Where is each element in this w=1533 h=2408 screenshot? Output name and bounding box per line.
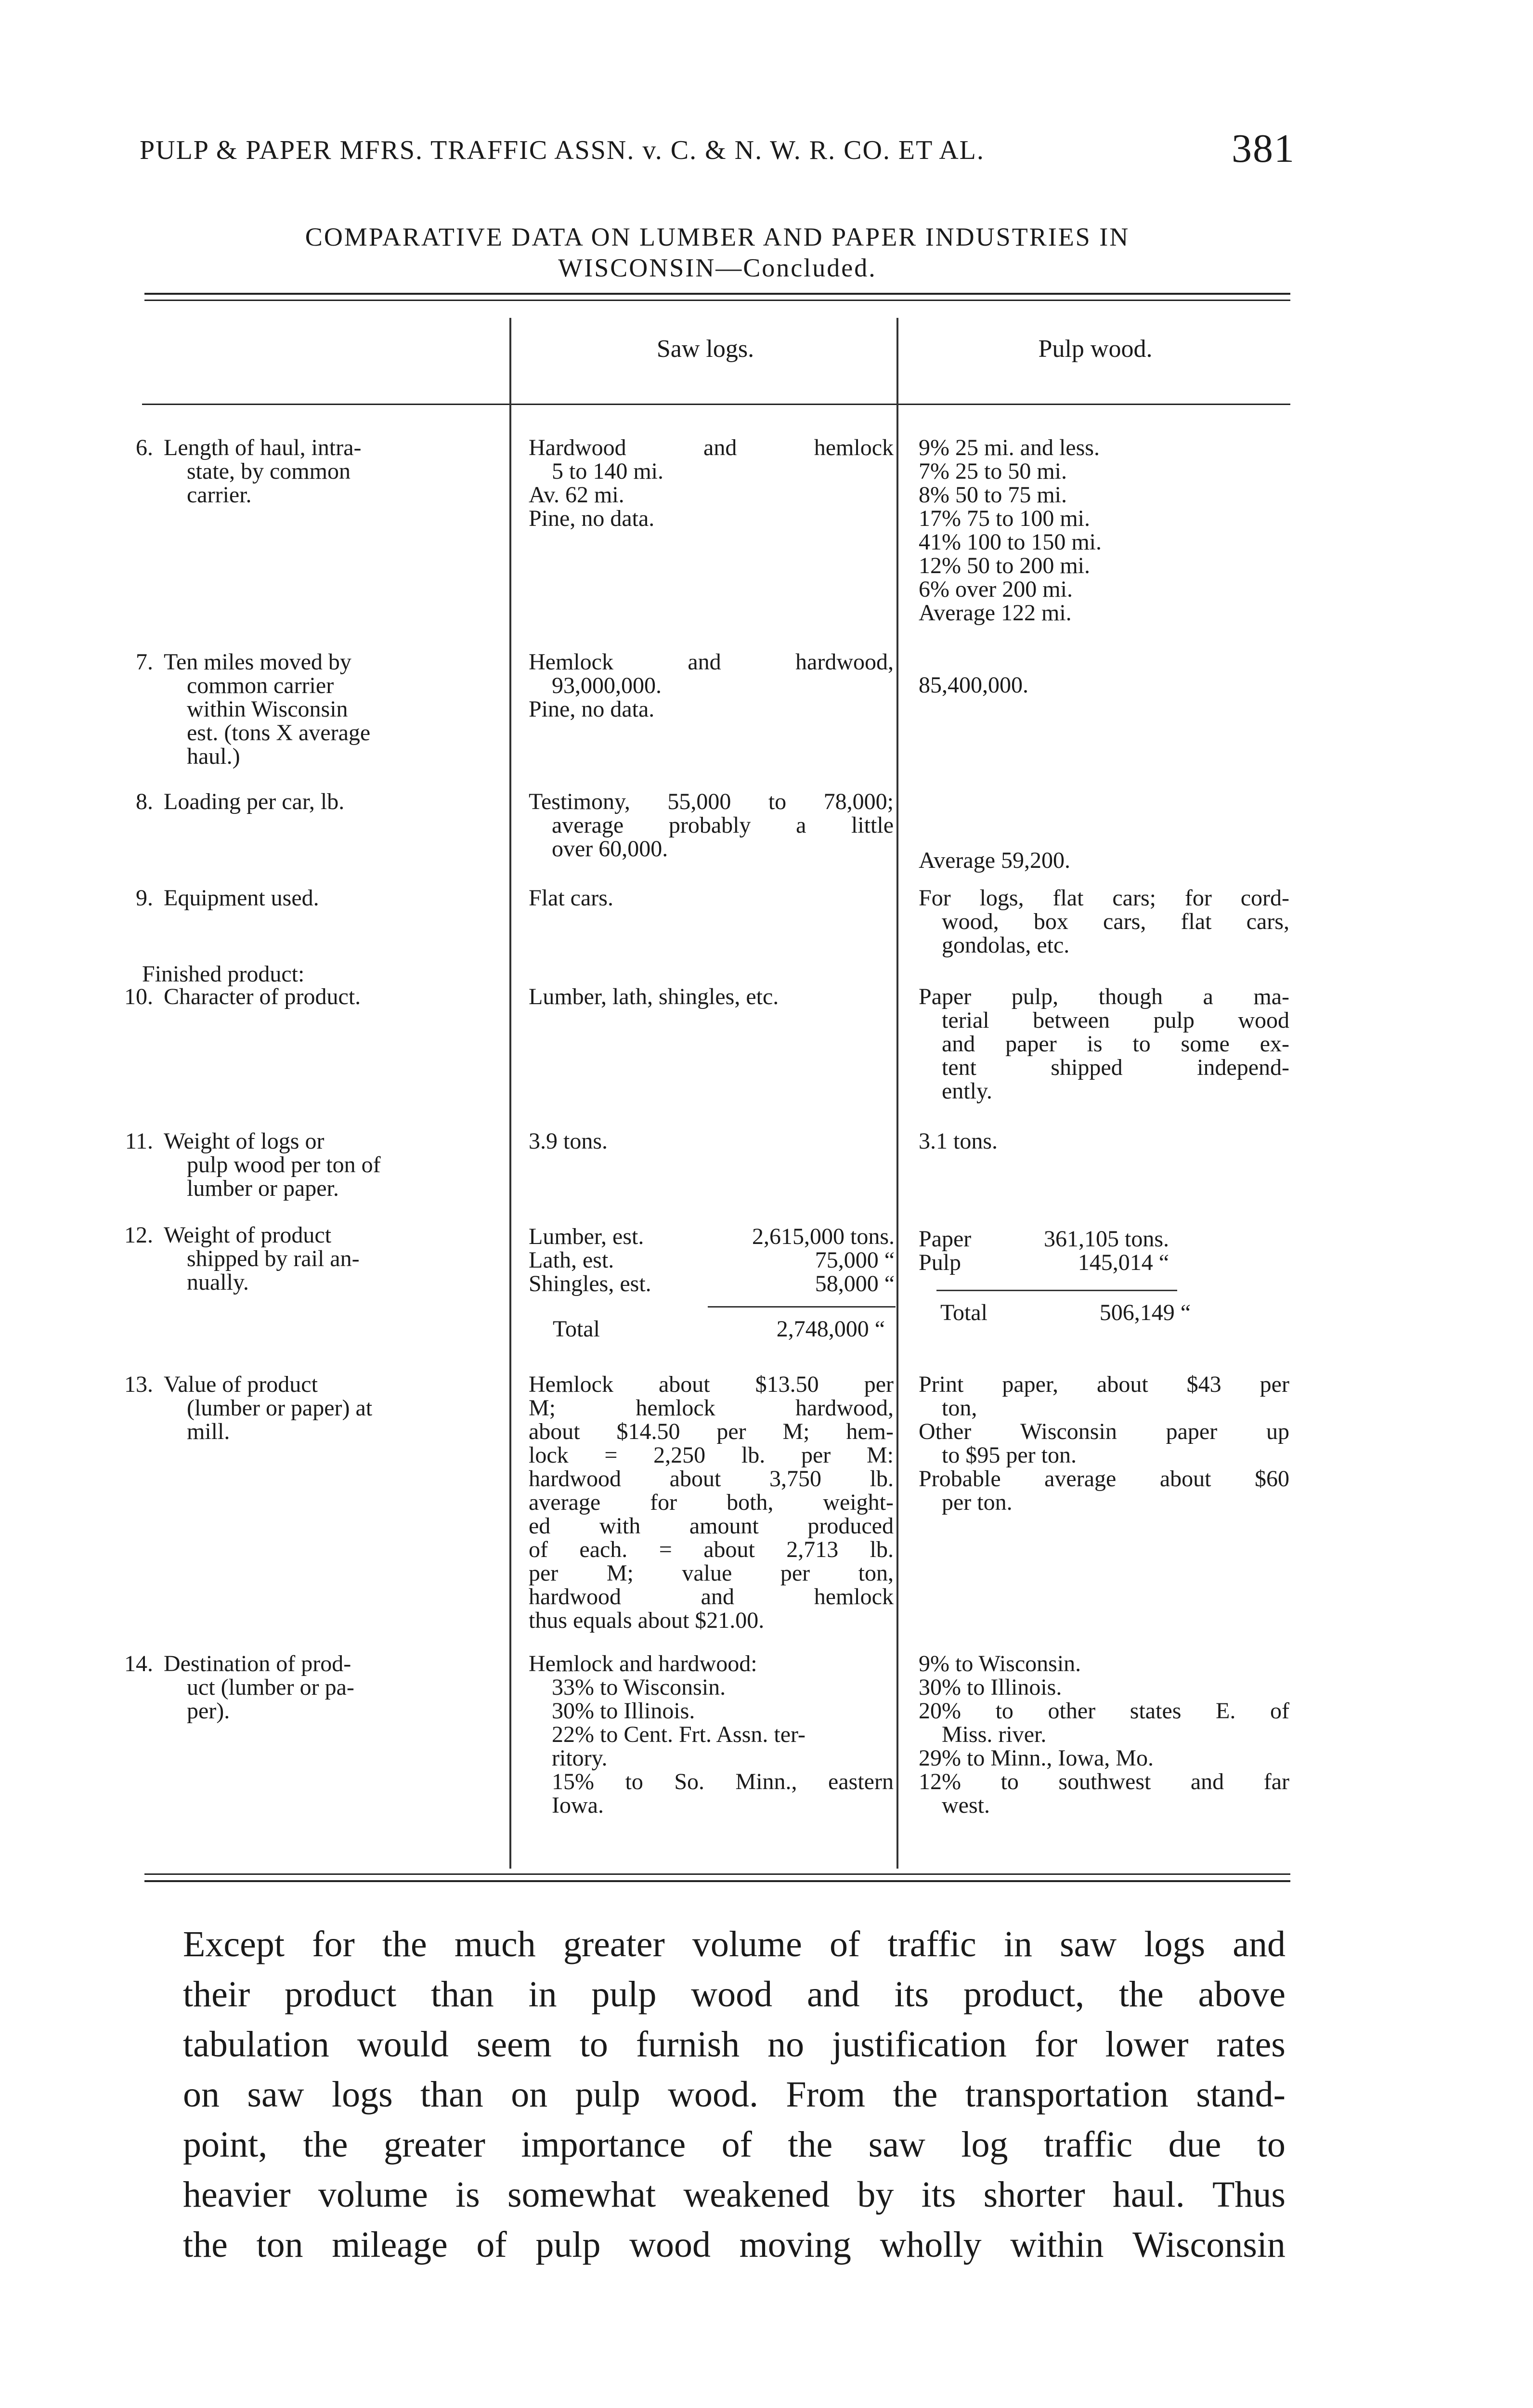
row-label-12	[119, 1223, 507, 1294]
pulp-weight-total-value: 506,149 “	[1099, 1300, 1191, 1325]
pulp-weight-total-name: Total	[940, 1300, 987, 1325]
pulp-weight-item-name: Pulp	[919, 1250, 961, 1275]
row-number: 13.	[124, 1372, 153, 1397]
saw-line: Hemlock and hardwood:	[529, 1651, 757, 1676]
saw-line: per M; value per ton,	[529, 1560, 894, 1586]
saw-logs-cell-6	[529, 436, 894, 530]
saw-weight-total	[553, 1316, 885, 1342]
pulp-line: 20% to other states E. of	[919, 1698, 1289, 1724]
pulp-line: to $95 per ton.	[942, 1442, 1077, 1468]
pulp-wood-cell-14	[919, 1652, 1289, 1817]
pulp-line: and paper is to some ex-	[942, 1031, 1289, 1057]
pulp-line: gondolas, etc.	[942, 932, 1070, 958]
row-label-line: mill.	[187, 1419, 230, 1444]
column-header-pulp-wood: Pulp wood.	[1038, 335, 1153, 363]
pulp-line: 85,400,000.	[919, 672, 1028, 698]
column-divider-1	[509, 318, 511, 1869]
pulp-line: west.	[942, 1793, 990, 1818]
row-label-line: (lumber or paper) at	[187, 1395, 373, 1421]
row-label-11	[119, 1129, 507, 1200]
saw-weight-item	[529, 1223, 895, 1250]
row-label-7	[119, 650, 507, 768]
pulp-wood-cell-10	[919, 985, 1289, 1103]
row-label-line: est. (tons X average	[187, 720, 371, 746]
pulp-line: 8% 50 to 75 mi.	[919, 482, 1067, 508]
pulp-line: 17% 75 to 100 mi.	[919, 506, 1090, 531]
table-title-line-1: COMPARATIVE DATA ON LUMBER AND PAPER INDUSTRIES IN	[305, 222, 1130, 251]
saw-weight-item	[529, 1247, 895, 1273]
pulp-line: terial between pulp wood	[942, 1008, 1289, 1033]
row-label-line: pulp wood per ton of	[187, 1152, 381, 1178]
pulp-line: 12% to southwest and far	[919, 1769, 1289, 1794]
saw-line: average probably a little	[552, 812, 894, 838]
saw-line: Hemlock and hardwood,	[529, 649, 894, 675]
row-label-10	[119, 985, 507, 1008]
saw-line: 93,000,000.	[552, 673, 662, 698]
saw-line: of each. = about 2,713 lb.	[529, 1537, 894, 1562]
pulp-line: per ton.	[942, 1490, 1013, 1515]
saw-line: M; hemlock hardwood,	[529, 1395, 894, 1421]
row-number: 11.	[125, 1128, 153, 1154]
saw-line: Hardwood and hemlock	[529, 435, 894, 460]
column-header-saw-logs: Saw logs.	[656, 335, 754, 363]
pulp-wood-cell-8	[919, 849, 1289, 872]
saw-weight-item-name: Shingles, est.	[529, 1271, 651, 1296]
row-label-line: Equipment used.	[164, 885, 319, 911]
row-number: 6.	[136, 435, 153, 460]
saw-logs-cell-7	[529, 650, 894, 721]
row-number: 9.	[136, 885, 153, 911]
page-number: 381	[1232, 126, 1295, 171]
saw-weight-item-value: 58,000 “	[815, 1271, 895, 1296]
row-label-line: shipped by rail an-	[187, 1246, 360, 1271]
pulp-line: 41% 100 to 150 mi.	[919, 529, 1102, 555]
saw-weight-total-value: 2,748,000 “	[776, 1316, 885, 1342]
saw-logs-cell-14	[529, 1652, 894, 1817]
saw-line: 30% to Illinois.	[552, 1698, 695, 1724]
finished-product-label: Finished product:	[142, 961, 305, 987]
row-label-6	[119, 436, 507, 507]
pulp-line: 29% to Minn., Iowa, Mo.	[919, 1745, 1154, 1771]
pulp-wood-cell-7	[919, 673, 1289, 697]
running-head	[140, 126, 1295, 172]
header-bottom-rule	[142, 404, 1290, 405]
pulp-line: wood, box cars, flat cars,	[942, 909, 1289, 934]
paragraph-line: their product than in pulp wood and its product, the above	[183, 1974, 1286, 2015]
row-label-line: Length of haul, intra-	[164, 435, 362, 460]
pulp-line: Probable average about $60	[919, 1466, 1289, 1492]
row-number: 8.	[136, 789, 153, 814]
row-label-line: common carrier	[187, 673, 334, 698]
pulp-line: Average 59,200.	[919, 848, 1070, 873]
saw-line: 15% to So. Minn., eastern	[552, 1769, 894, 1794]
pulp-wood-cell-13	[919, 1373, 1289, 1514]
saw-line: about $14.50 per M; hem-	[529, 1419, 894, 1444]
paragraph-line: on saw logs than on pulp wood. From the transportation stand-	[183, 2074, 1286, 2115]
row-number: 12.	[124, 1222, 153, 1248]
row-label-8	[119, 790, 507, 813]
pulp-weight-item-value: 145,014 “	[1078, 1250, 1169, 1275]
saw-line: Testimony, 55,000 to 78,000;	[529, 789, 894, 814]
row-label-line: Character of product.	[164, 984, 361, 1009]
row-label-13	[119, 1373, 507, 1443]
row-label-line: per).	[187, 1698, 230, 1724]
pulp-wood-cell-6	[919, 436, 1289, 625]
row-number: 10.	[124, 984, 153, 1009]
pulp-line: 12% 50 to 200 mi.	[919, 553, 1090, 578]
saw-weight-total-name: Total	[553, 1316, 600, 1342]
row-label-line: Value of product	[164, 1372, 318, 1397]
sum-underline	[708, 1306, 896, 1308]
pulp-weight-total	[940, 1299, 1191, 1326]
saw-line: Pine, no data.	[529, 696, 655, 722]
pulp-line: 9% 25 mi. and less.	[919, 435, 1100, 460]
saw-line: 3.9 tons.	[529, 1128, 608, 1154]
row-label-line: lumber or paper.	[187, 1176, 339, 1201]
saw-weight-item-name: Lath, est.	[529, 1247, 614, 1273]
table-bottom-rule	[144, 1873, 1290, 1875]
saw-weight-item-value: 75,000 “	[815, 1247, 895, 1273]
table-top-rule	[144, 293, 1290, 295]
saw-weight-item	[529, 1270, 895, 1297]
pulp-line: 6% over 200 mi.	[919, 576, 1073, 602]
paragraph-line: point, the greater importance of the saw log traffic due to	[183, 2124, 1286, 2165]
saw-line: Pine, no data.	[529, 506, 655, 531]
table-title	[144, 222, 1290, 283]
pulp-line: 3.1 tons.	[919, 1128, 998, 1154]
row-label-line: Weight of product	[164, 1222, 332, 1248]
saw-line: 33% to Wisconsin.	[552, 1675, 726, 1700]
table-top-rule-2	[144, 300, 1290, 301]
row-label-line: haul.)	[187, 744, 240, 769]
pulp-weight-item	[919, 1249, 1169, 1276]
pulp-wood-cell-11	[919, 1129, 1289, 1153]
saw-line: hardwood about 3,750 lb.	[529, 1466, 894, 1492]
saw-line: hardwood and hemlock	[529, 1584, 894, 1610]
saw-line: lock = 2,250 lb. per M:	[529, 1442, 894, 1468]
row-label-line: state, by common	[187, 458, 351, 484]
saw-line: ed with amount produced	[529, 1513, 894, 1539]
pulp-line: Print paper, about $43 per	[919, 1372, 1289, 1397]
pulp-line: Paper pulp, though a ma-	[919, 984, 1289, 1009]
row-label-line: within Wisconsin	[187, 696, 348, 722]
row-label-line: nually.	[187, 1269, 249, 1295]
saw-line: Lumber, lath, shingles, etc.	[529, 984, 779, 1009]
pulp-line: Average 122 mi.	[919, 600, 1072, 626]
saw-line: average for both, weight-	[529, 1490, 894, 1515]
row-label-line: Weight of logs or	[164, 1128, 325, 1154]
row-number: 14.	[124, 1651, 153, 1676]
row-label-line: carrier.	[187, 482, 252, 508]
pulp-weight-item-value: 361,105 tons.	[1043, 1226, 1169, 1252]
column-divider-2	[896, 318, 898, 1869]
pulp-line: 30% to Illinois.	[919, 1675, 1062, 1700]
saw-line: Hemlock about $13.50 per	[529, 1372, 894, 1397]
saw-line: over 60,000.	[552, 836, 668, 862]
paragraph-line: tabulation would seem to furnish no justification for lower rates	[183, 2024, 1286, 2065]
pulp-line: Other Wisconsin paper up	[919, 1419, 1289, 1444]
saw-weight-item-name: Lumber, est.	[529, 1224, 644, 1249]
pulp-line: 7% 25 to 50 mi.	[919, 458, 1067, 484]
row-label-line: Loading per car, lb.	[164, 789, 345, 814]
saw-logs-cell-8	[529, 790, 894, 861]
row-number: 7.	[136, 649, 153, 675]
saw-line: 22% to Cent. Frt. Assn. ter-	[552, 1722, 806, 1747]
saw-line: Av. 62 mi.	[529, 482, 624, 508]
pulp-line: For logs, flat cars; for cord-	[919, 885, 1289, 911]
pulp-line: ently.	[942, 1078, 992, 1104]
paragraph-line: the ton mileage of pulp wood moving wholly within Wisconsin	[183, 2225, 1286, 2265]
pulp-line: Miss. river.	[942, 1722, 1047, 1747]
saw-line: 5 to 140 mi.	[552, 458, 664, 484]
table-title-line-2: WISCONSIN—Concluded.	[558, 253, 877, 282]
saw-line: thus equals about $21.00.	[529, 1608, 765, 1633]
paragraph-line: heavier volume is somewhat weakened by its shorter haul. Thus	[183, 2174, 1286, 2215]
saw-logs-cell-13	[529, 1373, 894, 1632]
pulp-line: ton,	[942, 1395, 977, 1421]
saw-logs-cell-11	[529, 1129, 894, 1153]
pulp-line: tent shipped independ-	[942, 1055, 1289, 1080]
body-paragraph	[183, 1919, 1286, 2270]
running-head-title: PULP & PAPER MFRS. TRAFFIC ASSN. v. C. & N. W. R. CO. ET AL.	[140, 135, 985, 165]
saw-line: Flat cars.	[529, 885, 613, 911]
row-label-9	[119, 886, 507, 910]
row-label-line: Ten miles moved by	[164, 649, 351, 675]
sum-underline	[936, 1290, 1177, 1291]
saw-weight-item-value: 2,615,000 tons.	[752, 1224, 895, 1249]
saw-logs-cell-9	[529, 886, 894, 910]
saw-line: ritory.	[552, 1745, 608, 1771]
row-label-14	[119, 1652, 507, 1723]
pulp-weight-item	[919, 1226, 1169, 1252]
pulp-weight-item-name: Paper	[919, 1226, 972, 1252]
pulp-line: 9% to Wisconsin.	[919, 1651, 1081, 1676]
row-label-line: uct (lumber or pa-	[187, 1675, 354, 1700]
paragraph-line: Except for the much greater volume of traffic in saw logs and	[183, 1924, 1286, 1964]
saw-line: Iowa.	[552, 1793, 604, 1818]
saw-logs-cell-10	[529, 985, 894, 1008]
table-bottom-rule-2	[144, 1880, 1290, 1882]
row-label-line: Destination of prod-	[164, 1651, 351, 1676]
pulp-wood-cell-9	[919, 886, 1289, 957]
